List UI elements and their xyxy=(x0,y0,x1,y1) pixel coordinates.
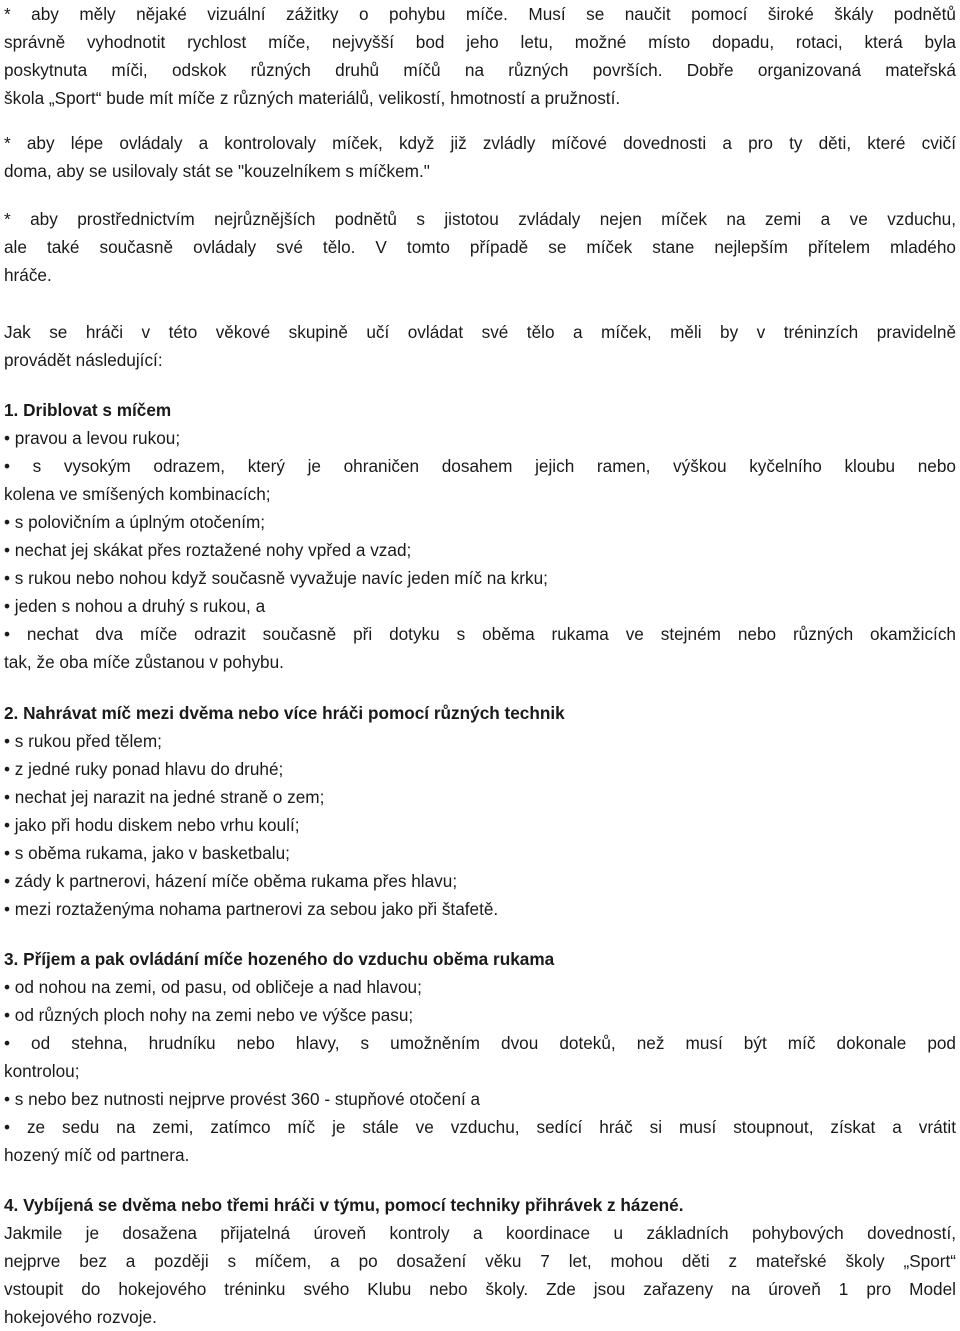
list-item: • s oběma rukama, jako v basketbalu; xyxy=(4,843,290,863)
text-line: * aby měly nějaké vizuální zážitky o pohybu míče. Musí se naučit pomocí široké škály podnětů xyxy=(4,4,956,24)
text-line: doma, aby se usilovaly stát se "kouzelníkem s míčkem." xyxy=(4,161,430,181)
list-item: • nechat jej skákat přes roztažené nohy vpřed a vzad; xyxy=(4,540,412,560)
section-heading: 2. Nahrávat míč mezi dvěma nebo více hráči pomocí různých technik xyxy=(4,703,565,723)
text-line: * aby lépe ovládaly a kontrolovaly míček, když již zvládly míčové dovednosti a pro ty děti, které cvičí xyxy=(4,133,956,153)
list-item: • jeden s nohou a druhý s rukou, a xyxy=(4,596,266,616)
list-item: • nechat jej narazit na jedné straně o zem; xyxy=(4,787,325,807)
section-heading: 3. Příjem a pak ovládání míče hozeného do vzduchu oběma rukama xyxy=(4,949,555,969)
list-item-continuation: hozený míč od partnera. xyxy=(4,1145,190,1165)
section-1 xyxy=(4,396,956,676)
text-line: provádět následující: xyxy=(4,350,163,370)
text-line: Jakmile je dosažena přijatelná úroveň kontroly a koordinace u základních pohybových dovedností, xyxy=(4,1223,956,1243)
text-line: vstoupit do hokejového tréninku svého Klubu nebo školy. Zde jsou zařazeny na úroveň 1 pro Model xyxy=(4,1279,956,1299)
list-item: • s rukou nebo nohou když současně vyvažuje navíc jeden míč na krku; xyxy=(4,568,548,588)
list-item: • nechat dva míče odrazit současně při dotyku s oběma rukama ve stejném nebo různých okamžicích xyxy=(4,624,956,644)
section-3 xyxy=(4,945,956,1169)
list-item: • s rukou před tělem; xyxy=(4,731,162,751)
text-line: poskytnuta míči, odskok různých druhů míčů na různých površích. Dobře organizovaná mateřská xyxy=(4,60,956,80)
text-line: správně vyhodnotit rychlost míče, nejvyšší bod jeho letu, možné místo dopadu, rotaci, která byla xyxy=(4,32,956,52)
section-heading: 4. Vybíjená se dvěma nebo třemi hráči v týmu, pomocí techniky přihrávek z házené. xyxy=(4,1195,684,1215)
paragraph-4 xyxy=(4,318,956,374)
list-item: • od stehna, hrudníku nebo hlavy, s umožněním dvou doteků, než musí být míč dokonale pod xyxy=(4,1033,956,1053)
text-line: škola „Sport“ bude mít míče z různých materiálů, velikostí, hmotností a pružností. xyxy=(4,88,621,108)
list-item: • zády k partnerovi, házení míče oběma rukama přes hlavu; xyxy=(4,871,458,891)
paragraph-3 xyxy=(4,205,956,289)
list-item-continuation: kontrolou; xyxy=(4,1061,80,1081)
text-line: hráče. xyxy=(4,265,52,285)
list-item: • mezi roztaženýma nohama partnerovi za sebou jako při štafetě. xyxy=(4,899,499,919)
text-line: hokejového rozvoje. xyxy=(4,1307,157,1327)
list-item-continuation: tak, že oba míče zůstanou v pohybu. xyxy=(4,652,284,672)
text-line: ale také současně ovládaly své tělo. V tomto případě se míček stane nejlepším přítelem mladého xyxy=(4,237,956,257)
list-item: • od nohou na zemi, od pasu, od obličeje a nad hlavou; xyxy=(4,977,422,997)
list-item: • ze sedu na zemi, zatímco míč je stále ve vzduchu, sedící hráč si musí stoupnout, získat a vrátit xyxy=(4,1117,956,1137)
list-item-continuation: kolena ve smíšených kombinacích; xyxy=(4,484,271,504)
list-item: • jako při hodu diskem nebo vrhu koulí; xyxy=(4,815,300,835)
paragraph-2 xyxy=(4,129,956,185)
section-2 xyxy=(4,699,956,923)
section-4 xyxy=(4,1191,956,1331)
text-line: * aby prostřednictvím nejrůznějších podnětů s jistotou zvládaly nejen míček na zemi a ve vzduchu, xyxy=(4,209,956,229)
text-line: nejprve bez a později s míčem, a po dosažení věku 7 let, mohou děti z mateřské školy „Sport“ xyxy=(4,1251,956,1271)
list-item: • s vysokým odrazem, který je ohraničen dosahem jejich ramen, výškou kyčelního kloubu nebo xyxy=(4,456,956,476)
list-item: • s nebo bez nutnosti nejprve provést 360 - stupňové otočení a xyxy=(4,1089,481,1109)
text-line: Jak se hráči v této věkové skupině učí ovládat své tělo a míček, měli by v tréninzích pravidelně xyxy=(4,322,956,342)
list-item: • s polovičním a úplným otočením; xyxy=(4,512,266,532)
list-item: • od různých ploch nohy na zemi nebo ve výšce pasu; xyxy=(4,1005,414,1025)
section-heading: 1. Driblovat s míčem xyxy=(4,400,172,420)
list-item: • z jedné ruky ponad hlavu do druhé; xyxy=(4,759,284,779)
list-item: • pravou a levou rukou; xyxy=(4,428,181,448)
intro-paragraph xyxy=(4,0,956,112)
